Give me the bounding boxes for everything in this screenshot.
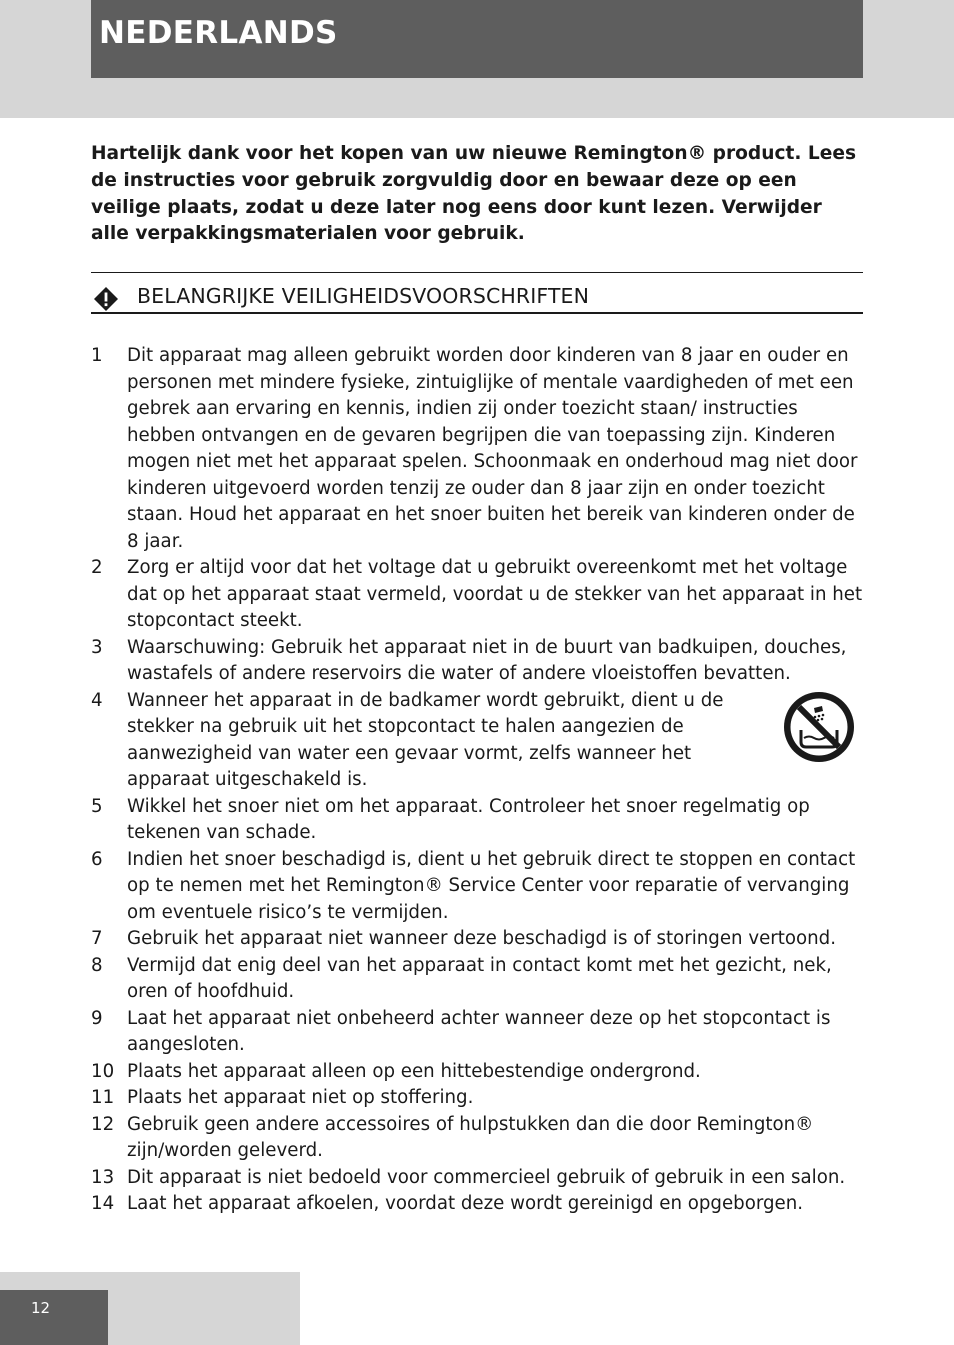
list-item xyxy=(91,1112,863,1165)
item-number: 9 xyxy=(91,1007,103,1029)
item-number: 10 xyxy=(91,1060,115,1082)
list-item xyxy=(91,343,863,555)
page-number-box xyxy=(0,1290,108,1345)
list-item xyxy=(91,1059,863,1086)
item-number: 7 xyxy=(91,928,103,949)
item-number: 5 xyxy=(91,795,103,817)
list-item xyxy=(91,1085,863,1112)
list-item xyxy=(91,926,863,953)
section-title: BELANGRIJKE VEILIGHEIDSVOORSCHRIFTEN xyxy=(137,284,590,308)
item-text: Wikkel het snoer niet om het apparaat. Controleer het snoer regelmatig op tekenen van schade. xyxy=(127,795,810,843)
list-item xyxy=(91,1165,863,1192)
intro-text: Hartelijk dank voor het kopen van uw nieuwe Remington® product. Lees de instructies voor gebruik zorgvuldig door en bewaar deze op een veilige plaats, zodat u deze later nog eens door kunt lezen. Verwijder alle verpakkingsmaterialen voor gebruik. xyxy=(91,143,857,245)
item-text: Plaats het apparaat alleen op een hittebestendige ondergrond. xyxy=(127,1060,701,1082)
item-text: Laat het apparaat afkoelen, voordat deze wordt gereinigd en opgeborgen. xyxy=(127,1193,804,1214)
item-number: 3 xyxy=(91,636,103,658)
list-item xyxy=(91,555,863,635)
item-number: 13 xyxy=(91,1166,115,1188)
item-number: 11 xyxy=(91,1087,115,1108)
item-text: Indien het snoer beschadigd is, dient u het gebruik direct te stoppen en contact op te nemen met het Remington® Service Center voor reparatie of vervanging om eventuele risico’s te vermijden. xyxy=(127,848,856,923)
item-text: Gebruik het apparaat niet wanneer deze beschadigd is of storingen vertoond. xyxy=(127,928,837,949)
item-text: Waarschuwing: Gebruik het apparaat niet in de buurt van badkuipen, douches, wastafels of andere reservoirs die water of andere vloeistoffen bevatten. xyxy=(127,636,847,684)
list-item xyxy=(91,847,863,927)
list-item xyxy=(91,1006,863,1059)
safety-list xyxy=(91,343,863,1218)
list-item xyxy=(91,688,863,794)
page-number: 12 xyxy=(31,1299,51,1317)
item-text: Dit apparaat is niet bedoeld voor commercieel gebruik of gebruik in een salon. xyxy=(127,1166,846,1188)
section-heading xyxy=(91,272,863,314)
item-text: Gebruik geen andere accessoires of hulpstukken dan die door Remington® zijn/worden geleverd. xyxy=(127,1113,814,1161)
item-text: Zorg er altijd voor dat het voltage dat u gebruikt overeenkomt met het voltage dat op het apparaat staat vermeld, voordat u de stekker van het apparaat in het stopcontact steekt. xyxy=(127,557,863,631)
list-item xyxy=(91,1191,863,1218)
item-text: Plaats het apparaat niet op stoffering. xyxy=(127,1087,474,1108)
item-number: 2 xyxy=(91,557,103,578)
list-item xyxy=(91,794,863,847)
item-text: Wanneer het apparaat in de badkamer wordt gebruikt, dient u de stekker na gebruik uit het stopcontact te halen aangezien de aanwezigheid van water een gevaar vormt, zelfs wanneer het apparaat uitgeschakeld is. xyxy=(127,689,724,790)
item-text: Vermijd dat enig deel van het apparaat in contact komt met het gezicht, nek, oren of hoofdhuid. xyxy=(127,954,832,1002)
page-title: NEDERLANDS xyxy=(99,15,338,51)
title-bar xyxy=(91,0,863,78)
item-number: 14 xyxy=(91,1193,115,1214)
item-text: Dit apparaat mag alleen gebruikt worden door kinderen van 8 jaar en ouder en personen met mindere fysieke, zintuiglijke of mentale vaardigheden of met een gebrek aan ervaring en kennis, indien zij onder toezicht staan/ instructies hebben ontvangen en de gevaren begrijpen die van toepassing zijn. Kinderen mogen niet met het apparaat spelen. Schoonmaak en onderhoud mag niet door kinderen uitgevoerd worden tenzij ze ouder dan 8 jaar zijn en onder toezicht staan. Houd het apparaat en het snoer buiten het bereik van kinderen onder de 8 jaar. xyxy=(127,345,858,552)
item-number: 1 xyxy=(91,345,103,366)
item-text: Laat het apparaat niet onbeheerd achter wanneer deze op het stopcontact is aangesloten. xyxy=(127,1007,831,1055)
item-number: 8 xyxy=(91,954,103,976)
list-item xyxy=(91,953,863,1006)
list-item xyxy=(91,635,863,688)
item-number: 6 xyxy=(91,848,103,870)
warning-icon xyxy=(93,286,119,312)
no-water-bath-icon xyxy=(784,692,854,762)
item-number: 4 xyxy=(91,689,103,711)
item-number: 12 xyxy=(91,1113,115,1135)
